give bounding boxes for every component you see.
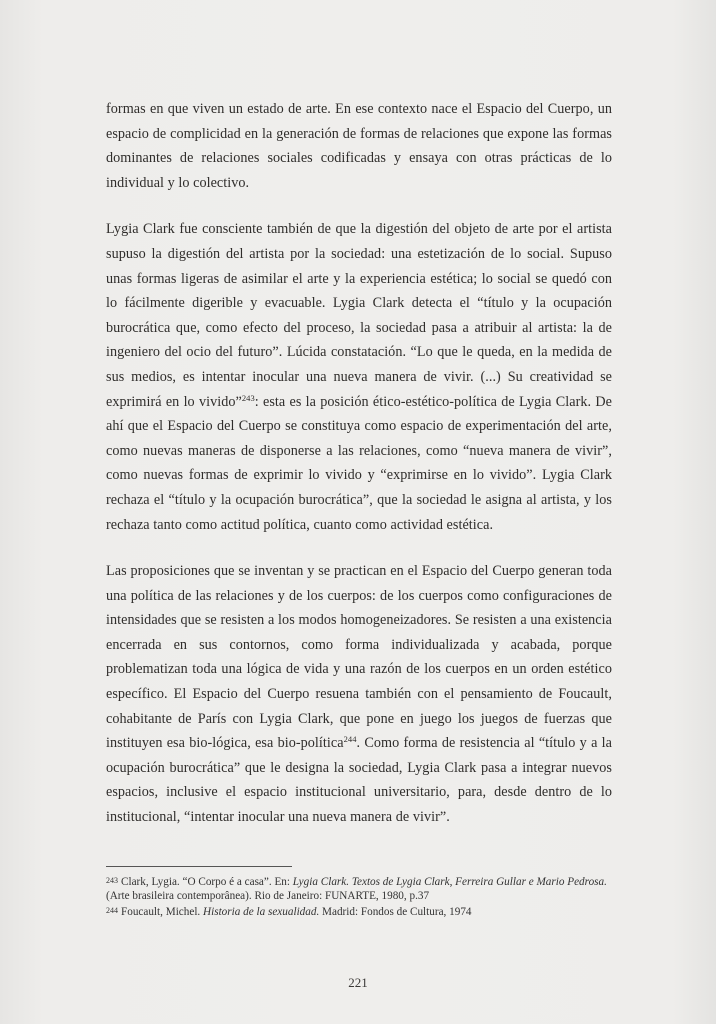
footnote-title: Historia de la sexualidad. [203,905,320,918]
footnote-ref[interactable]: 243 [241,392,255,403]
page-number: 221 [348,975,368,990]
footnote-text: Clark, Lygia. “O Corpo é a casa”. En: [121,876,293,888]
footnote-text: Foucault, Michel. [121,905,204,918]
footnote-ref[interactable]: 244 [343,734,357,745]
body-text [106,97,612,852]
footnote-text: Madrid: Fondos de Cultura, 1974 [319,905,472,918]
paragraph [106,97,612,195]
footnotes [106,874,616,919]
paragraph [106,559,612,830]
paragraph-text: Las proposiciones que se inventan y se practican en el Espacio del Cuerpo generan toda una política de las relaciones y de los cuerpos: de los cuerpos como configuraciones de intensidades que se resisten a los modos homogeneizadores. Se resisten a una existencia encerrada en sus contornos, como forma individualizada y acabada, porque problematizan toda una lógica de vida y una razón de los cuerpos en un orden estético específico. El Espacio del Cuerpo resuena también con el pensamiento de Foucault, cohabitante de París con Lygia Clark, que pone en juego los juegos de fuerzas que instituyen esa bio-lógica, esa bio-política [106,563,612,752]
paragraph-text: . Como forma de resistencia al “título y a la ocupación burocrática” que le designa la sociedad, Lygia Clark pasa a integrar nuevos espacios, inclusive el espacio institucional universitario, para, desde dentro de lo institucional, “intentar inocular una nueva manera de vivir”. [106,735,612,826]
footnote [106,904,616,919]
paragraph-text: formas en que viven un estado de arte. En ese contexto nace el Espacio del Cuerpo, un espacio de complicidad en la generación de formas de relaciones que expone las formas dominantes de relaciones sociales codificadas y ensaya con otras prácticas de lo individual y lo colectivo. [106,101,612,191]
footnote-divider [106,866,292,867]
footnote-number: 243 [106,876,118,885]
footnote [106,874,616,904]
footnote-title: Lygia Clark. Textos de Lygia Clark, Ferreira Gullar e Mario Pedrosa. [292,876,607,888]
paragraph-text: Lygia Clark fue consciente también de que la digestión del objeto de arte por el artista supuso la digestión del artista por la sociedad: una estetización de lo social. Supuso unas formas ligeras de asimilar el arte y la experiencia estética; lo social se quedó con lo fácilmente digerible y evacuable. Lygia Clark detecta el “título y la ocupación burocrática que, como efecto del proceso, la sociedad pasa a atribuir al artista: la de ingeniero del ocio del futuro”. Lúcida constatación. “Lo que le queda, en la medida de sus medios, es intentar inocular una nueva manera de vivir. (...) Su creatividad se exprimirá en lo vivido” [106,221,612,410]
footnote-number: 244 [106,905,118,915]
footnote-text: (Arte brasileira contemporânea). Rio de Janeiro: FUNARTE, 1980, p.37 [106,890,430,903]
paragraph-text: : esta es la posición ético-estético-política de Lygia Clark. De ahí que el Espacio del Cuerpo se constituya como espacio de experimentación del arte, como nuevas maneras de disponerse a las relaciones, como “nueva manera de vivir”, como nuevas formas de exprimir lo vivido y “exprimirse en lo vivido”. Lygia Clark rechaza el “título y la ocupación burocrática”, que la sociedad le asigna al artista, y los rechaza tanto como actitud política, cuanto como actividad estética. [106,393,612,533]
paragraph [106,217,612,537]
